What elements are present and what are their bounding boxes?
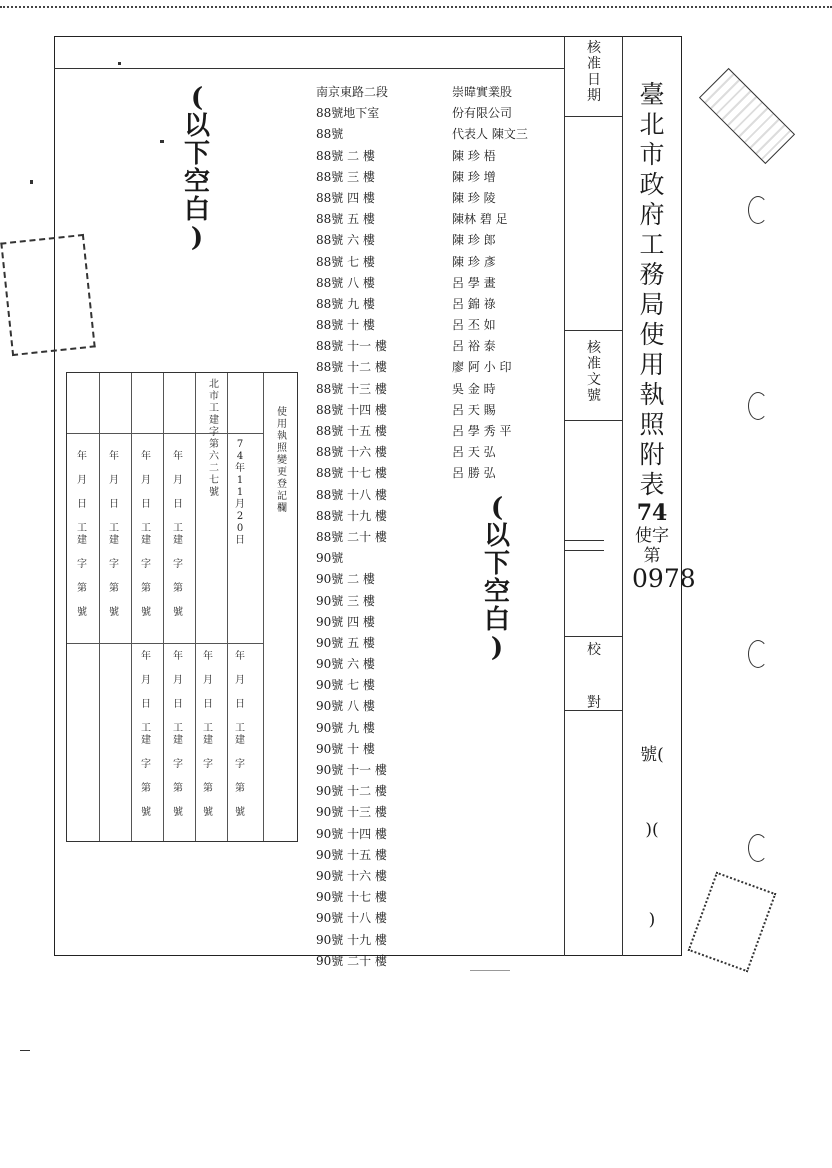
address-row: 88號 十九 樓 [316, 508, 387, 523]
address-row: 88號 十五 樓 [316, 424, 387, 438]
row-divider [564, 420, 622, 421]
blank-stamp-center: ( 以 下 空 白 ) [484, 493, 511, 663]
address-row: 88號 [316, 127, 344, 142]
top-border-band [0, 0, 832, 8]
address-row: 88號 十 樓 [316, 318, 375, 333]
owner-row: 呂 天 弘 [452, 445, 496, 460]
table-column-line [99, 373, 100, 841]
scan-speck [20, 1050, 30, 1051]
address-row: 88號 七 樓 [316, 254, 375, 269]
row-divider [564, 550, 604, 551]
permit-word: 使字第 [635, 526, 669, 566]
owner-row: 陳林 碧 足 [452, 212, 508, 227]
address-row: 88號 六 樓 [316, 233, 375, 248]
address-row: 88號 十七 樓 [316, 466, 387, 481]
row-divider [564, 116, 622, 117]
table-row: 年 月 日 工 建 字 第 號 [77, 451, 87, 618]
change-registration-table [66, 372, 298, 842]
address-row: 88號 二十 樓 [316, 529, 387, 544]
punch-hole [748, 392, 768, 420]
address-row: 90號 十 樓 [316, 741, 375, 756]
pair-label: 對 [587, 695, 601, 711]
address-row: 88號 十八 樓 [316, 487, 387, 502]
address-row: 88號 十四 樓 [316, 402, 387, 417]
owner-row: 呂 學 畫 [452, 275, 496, 290]
scan-speck [30, 180, 33, 184]
address-row: 90號 六 樓 [316, 657, 375, 672]
permit-number: 0978 [632, 564, 696, 593]
scan-speck [118, 62, 121, 65]
table-row: 年 月 日 工 建 字 第 號 [173, 451, 183, 618]
table-column-line [195, 373, 196, 841]
permit-suffix: 號( [640, 745, 664, 765]
table-row: 年 月 日 工 建 字 第 號 [203, 651, 213, 818]
address-row: 88號 四 樓 [316, 190, 375, 205]
address-row: 88號 十一 樓 [316, 339, 387, 354]
owner-row: 呂 丕 如 [452, 318, 496, 333]
check-label: 校 [587, 642, 601, 658]
owner-row: 呂 天 賜 [452, 402, 496, 417]
owner-row: 份有限公司 [452, 106, 513, 121]
address-row: 88號 十六 樓 [316, 445, 387, 460]
address-row: 90號 十七 樓 [316, 890, 387, 905]
address-row: 90號 九 樓 [316, 720, 375, 735]
owner-row: 陳 珍 增 [452, 169, 496, 184]
address-row: 90號 十六 樓 [316, 868, 387, 883]
seal-stamp-bottom [688, 872, 777, 973]
bracket-mark: ) [648, 910, 656, 930]
address-row: 88號 十三 樓 [316, 381, 387, 396]
address-row: 90號 七 樓 [316, 678, 375, 693]
owner-row: 崇暐實業股 [452, 85, 513, 99]
address-row: 90號 八 樓 [316, 699, 375, 714]
approval-doc-label: 核 准 文 號 [587, 340, 601, 404]
address-row: 88號 二 樓 [316, 148, 375, 163]
owner-row: 陳 珍 彥 [452, 254, 496, 269]
table-row: 年 月 日 工 建 字 第 號 [235, 651, 245, 818]
row-divider [564, 330, 622, 331]
table-row-line [67, 433, 263, 434]
address-row: 90號 五 樓 [316, 635, 375, 650]
table-row: 年 月 日 工 建 字 第 號 [141, 651, 151, 818]
address-row: 南京東路二段 [316, 85, 389, 99]
owner-row: 呂 學 秀 平 [452, 424, 512, 438]
table-row: 年 月 日 工 建 字 第 號 [173, 651, 183, 818]
address-row: 90號 十八 樓 [316, 911, 387, 926]
table-column-line [131, 373, 132, 841]
address-row: 90號 三 樓 [316, 593, 375, 608]
punch-hole [748, 640, 768, 668]
owner-row: 代表人 陳文三 [452, 127, 528, 142]
bracket-mark: )( [645, 820, 659, 840]
address-row: 90號 [316, 551, 344, 566]
address-row: 88號 九 樓 [316, 296, 375, 311]
owner-row: 陳 珍 梧 [452, 148, 496, 163]
table-row: 年 月 日 工 建 字 第 號 [141, 451, 151, 618]
address-row: 90號 四 樓 [316, 614, 375, 629]
row-divider [564, 540, 604, 541]
blank-stamp-left: ( 以 下 空 白 ) [184, 83, 211, 253]
address-row: 88號 五 樓 [316, 212, 375, 227]
approval-date-label: 核 准 日 期 [587, 40, 601, 104]
address-row: 90號 十九 樓 [316, 932, 387, 947]
permit-year: 74 [636, 500, 668, 526]
address-row: 90號 十五 樓 [316, 847, 387, 862]
address-row: 90號 十四 樓 [316, 826, 387, 841]
table-column-line [227, 373, 228, 841]
address-list [316, 82, 426, 972]
punch-hole [748, 196, 768, 224]
owner-row: 呂 裕 泰 [452, 339, 496, 354]
seal-stamp-right [699, 68, 795, 164]
punch-hole [748, 834, 768, 862]
table-column-line [263, 373, 264, 841]
owner-row: 陳 珍 郎 [452, 233, 496, 248]
address-row: 90號 二 樓 [316, 572, 375, 587]
owner-row: 廖 阿 小 印 [452, 360, 512, 375]
table-header: 使 用 執 照 變 更 登 記 欄 [277, 407, 287, 514]
address-row: 88號 三 樓 [316, 169, 375, 184]
owner-list [452, 82, 538, 485]
address-row: 90號 十二 樓 [316, 784, 387, 799]
table-filled-date: 7 4 年 1 1 月 2 0 日 [235, 439, 245, 546]
table-column-line [163, 373, 164, 841]
frame-inner-line [54, 68, 564, 69]
row-divider [564, 636, 622, 637]
address-row: 88號 十二 樓 [316, 360, 387, 375]
address-row: 88號地下室 [316, 106, 380, 121]
scan-speck [160, 140, 164, 143]
owner-row: 陳 珍 陵 [452, 190, 496, 205]
table-row: 年 月 日 工 建 字 第 號 [109, 451, 119, 618]
address-row: 90號 十一 樓 [316, 763, 387, 777]
column-divider [622, 36, 623, 956]
seal-stamp-left [0, 234, 95, 356]
owner-row: 吳 金 時 [452, 381, 496, 396]
column-divider [564, 36, 565, 956]
table-row-line [67, 643, 263, 644]
owner-row: 呂 錦 祿 [452, 296, 496, 311]
permit-number-block [632, 500, 696, 593]
owner-row: 呂 勝 弘 [452, 466, 496, 481]
table-filled-doc: 北 市 工 建 字 第 六 二 七 號 [209, 379, 219, 498]
page-title: 臺 北 市 政 府 工 務 局 使 用 執 照 附 表 [639, 80, 665, 499]
address-row: 90號 二十 樓 [316, 953, 387, 968]
address-row: 90號 十三 樓 [316, 805, 387, 820]
scan-speck [470, 970, 510, 971]
address-row: 88號 八 樓 [316, 275, 375, 290]
